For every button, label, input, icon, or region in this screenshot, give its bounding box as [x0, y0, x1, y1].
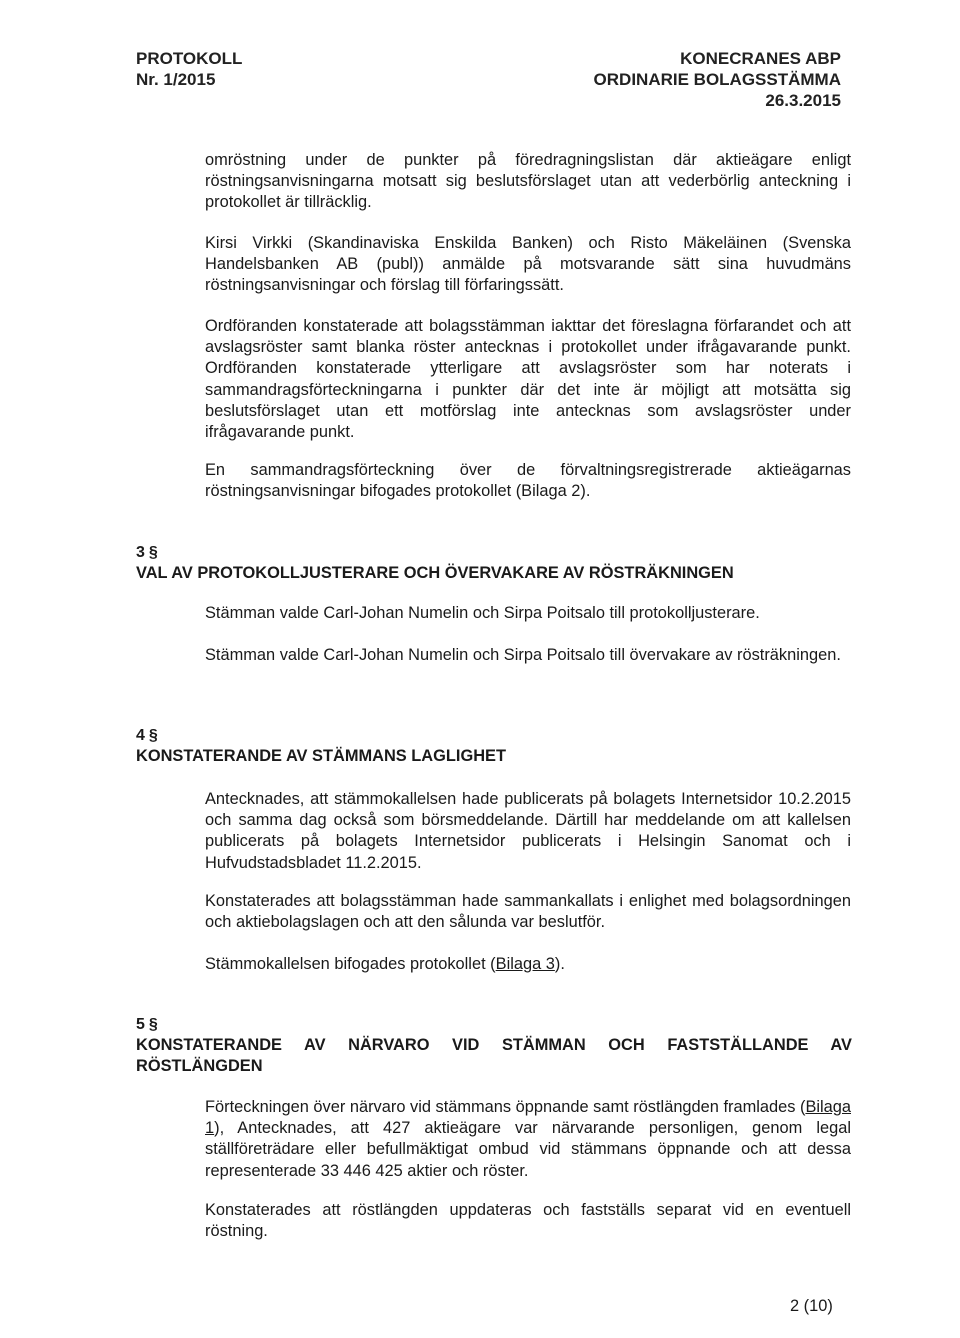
section-sign: § — [148, 1016, 158, 1033]
protocol-number: Nr. 1/2015 — [136, 70, 216, 89]
intro-paragraph-1: omröstning under de punkter på föredragningslistan där aktieägare enligt röstningsanvisningarna motsatt sig beslutsförslaget utan att vederbörlig anteckning i protokollet är tillräcklig. — [205, 151, 851, 212]
section-3-paragraph-1: Stämman valde Carl-Johan Numelin och Sirpa Poitsalo till protokolljusterare. — [205, 604, 760, 622]
page-number: 2 (10) — [790, 1297, 833, 1315]
intro-paragraph-3: Ordföranden konstaterade att bolagsstämman iakttar det föreslagna förfarandet och att avslagsröster samt blanka röster antecknas i protokollet under ifrågavarande punkt. Ordföranden konstaterade ytterligare att avslagsröster som har noterats i sammandragsförteckningarna i punkter där det inte är möjligt att motsätta sig beslutsförslaget utan ett motförslag inte antecknas som avslagsröster under ifrågavarande punkt. — [205, 317, 851, 442]
intro-paragraph-2: Kirsi Virkki (Skandinaviska Enskilda Banken) och Risto Mäkeläinen (Svenska Handelsbanken AB (publ)) anmälde på motsvarande sätt sina huvudmäns röstningsanvisningar och förslag till förfaringssätt. — [205, 234, 851, 295]
company-name: KONECRANES ABP — [680, 49, 841, 68]
meeting-date: 26.3.2015 — [765, 91, 841, 110]
section-4-number: 4 § — [136, 727, 158, 744]
attachment-link-bilaga-1: Bilaga 1 — [205, 1098, 851, 1138]
section-4-paragraph-2: Konstaterades att bolagsstämman hade sammankallats i enlighet med bolagsordningen och aktiebolagslagen och att den sålunda var beslutför. — [205, 892, 851, 932]
section-4-paragraph-3: Stämmokallelsen bifogades protokollet (Bilaga 3). — [205, 955, 565, 973]
section-5-paragraph-1: Förteckningen över närvaro vid stämmans öppnande samt röstlängden framlades (Bilaga 1), Antecknades, att 427 aktieägare var närvarande personligen, genom legal ställföreträdare eller befullmäktigat ombud vid stämmans öppnande och att dessa representerade 33 446 425 aktier och röster. — [205, 1098, 851, 1180]
section-3-number: 3 § — [136, 544, 158, 561]
section-4-title: KONSTATERANDE AV STÄMMANS LAGLIGHET — [136, 747, 506, 765]
section-5-title-line-2: RÖSTLÄNGDEN — [136, 1057, 263, 1075]
section-3-title: VAL AV PROTOKOLLJUSTERARE OCH ÖVERVAKARE AV RÖSTRÄKNINGEN — [136, 564, 734, 582]
attachment-link-bilaga-3: Bilaga 3 — [495, 955, 555, 973]
header-left — [136, 48, 242, 90]
header-right — [583, 48, 841, 111]
meeting-type: ORDINARIE BOLAGSSTÄMMA — [593, 70, 841, 89]
section-sign: § — [148, 727, 158, 744]
section-5-number: 5 § — [136, 1016, 158, 1033]
section-5-title-line-1: KONSTATERANDE AV NÄRVARO VID STÄMMAN OCH FASTSTÄLLANDE AV — [136, 1036, 852, 1054]
section-sign: § — [148, 544, 158, 561]
section-3-paragraph-2: Stämman valde Carl-Johan Numelin och Sirpa Poitsalo till övervakare av rösträkningen. — [205, 646, 841, 664]
section-5-paragraph-2: Konstaterades att röstlängden uppdateras och fastställs separat vid en eventuell röstning. — [205, 1201, 851, 1241]
document-type: PROTOKOLL — [136, 49, 243, 68]
intro-paragraph-4: En sammandragsförteckning över de förvaltningsregistrerade aktieägarnas röstningsanvisningar bifogades protokollet (Bilaga 2). — [205, 461, 851, 501]
section-4-paragraph-1: Antecknades, att stämmokallelsen hade publicerats på bolagets Internetsidor 10.2.2015 och samma dag också som börsmeddelande. Därtill har meddelande om att kallelsen publicerats på bolagets Internetsidor publicerats i Helsingin Sanomat och i Hufvudstadsbladet 11.2.2015. — [205, 790, 851, 872]
